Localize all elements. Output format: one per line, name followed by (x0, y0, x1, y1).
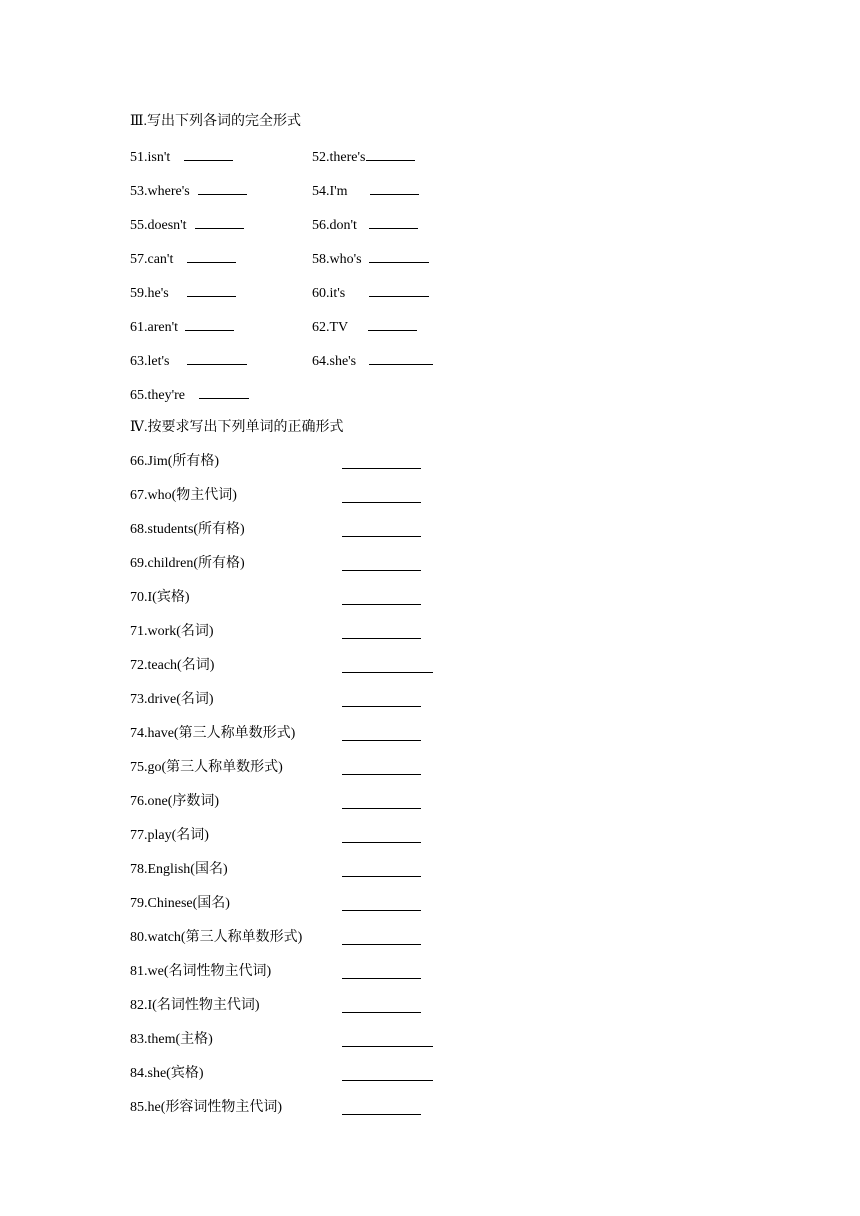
word-form-prompt: 73.drive(名词) (130, 692, 214, 707)
word-form-row (130, 1098, 750, 1132)
contraction-item (130, 350, 247, 372)
word-form-row (130, 452, 750, 486)
answer-blank[interactable] (187, 350, 247, 365)
section-3-heading: Ⅲ.写出下列各词的完全形式 (130, 114, 302, 129)
contraction-item (312, 316, 417, 338)
word-form-row (130, 826, 750, 860)
word-form-prompt: 70.I(宾格) (130, 590, 190, 605)
word-form-row (130, 792, 750, 826)
contraction-row (130, 214, 750, 248)
contraction-word: 54.I'm (312, 184, 348, 199)
word-form-prompt: 71.work(名词) (130, 624, 214, 639)
answer-blank[interactable] (369, 282, 429, 297)
contraction-word: 57.can't (130, 252, 174, 267)
word-form-prompt: 84.she(宾格) (130, 1066, 204, 1081)
answer-blank[interactable] (185, 316, 234, 331)
contraction-item (130, 384, 249, 406)
answer-blank[interactable] (370, 180, 419, 195)
word-form-row (130, 520, 750, 554)
word-form-row (130, 928, 750, 962)
answer-blank[interactable] (342, 556, 421, 571)
contraction-word: 61.aren't (130, 320, 179, 335)
word-form-row (130, 486, 750, 520)
word-form-row (130, 758, 750, 792)
word-form-row (130, 588, 750, 622)
answer-blank[interactable] (342, 454, 421, 469)
contraction-item (130, 214, 244, 236)
answer-blank[interactable] (187, 282, 236, 297)
answer-blank[interactable] (366, 146, 415, 161)
answer-blank[interactable] (342, 998, 421, 1013)
contraction-item (130, 180, 247, 202)
contraction-word: 60.it's (312, 286, 346, 301)
word-form-prompt: 82.I(名词性物主代词) (130, 998, 260, 1013)
word-form-prompt: 83.them(主格) (130, 1032, 213, 1047)
contraction-word: 63.let's (130, 354, 170, 369)
answer-blank[interactable] (198, 180, 247, 195)
contraction-item (312, 350, 433, 372)
word-form-prompt: 79.Chinese(国名) (130, 896, 230, 911)
word-form-prompt: 81.we(名词性物主代词) (130, 964, 272, 979)
answer-blank[interactable] (342, 488, 421, 503)
answer-blank[interactable] (199, 384, 249, 399)
word-form-prompt: 75.go(第三人称单数形式) (130, 760, 283, 775)
contraction-item (130, 146, 233, 168)
word-form-row (130, 962, 750, 996)
answer-blank[interactable] (342, 896, 421, 911)
answer-blank[interactable] (342, 522, 421, 537)
contraction-item (312, 180, 419, 202)
contraction-word: 65.they're (130, 388, 186, 403)
answer-blank[interactable] (342, 862, 421, 877)
contraction-row (130, 248, 750, 282)
answer-blank[interactable] (342, 692, 421, 707)
contraction-item (130, 248, 236, 270)
word-form-prompt: 72.teach(名词) (130, 658, 215, 673)
section-4-heading: Ⅳ.按要求写出下列单词的正确形式 (130, 420, 344, 435)
answer-blank[interactable] (342, 794, 421, 809)
answer-blank[interactable] (342, 964, 421, 979)
word-form-row (130, 724, 750, 758)
contraction-item (130, 316, 234, 338)
word-form-prompt: 77.play(名词) (130, 828, 209, 843)
contraction-item (312, 146, 415, 168)
contraction-item (312, 214, 418, 236)
answer-blank[interactable] (342, 658, 433, 673)
answer-blank[interactable] (195, 214, 244, 229)
contraction-row (130, 316, 750, 350)
word-form-row (130, 996, 750, 1030)
contraction-row (130, 384, 750, 418)
answer-blank[interactable] (369, 214, 418, 229)
word-form-prompt: 67.who(物主代词) (130, 488, 237, 503)
word-form-prompt: 66.Jim(所有格) (130, 454, 220, 469)
answer-blank[interactable] (369, 248, 429, 263)
contraction-word: 53.where's (130, 184, 190, 199)
word-form-row (130, 1064, 750, 1098)
answer-blank[interactable] (342, 828, 421, 843)
answer-blank[interactable] (342, 726, 421, 741)
contraction-word: 55.doesn't (130, 218, 187, 233)
word-form-row (130, 1030, 750, 1064)
contraction-word: 58.who's (312, 252, 362, 267)
word-form-prompt: 78.English(国名) (130, 862, 228, 877)
contraction-word: 62.TV (312, 320, 349, 335)
contraction-word: 52.there's (312, 150, 366, 165)
word-form-prompt: 85.he(形容词性物主代词) (130, 1100, 283, 1115)
word-form-prompt: 80.watch(第三人称单数形式) (130, 930, 303, 945)
contraction-word: 64.she's (312, 354, 357, 369)
answer-blank[interactable] (369, 350, 433, 365)
contraction-word: 56.don't (312, 218, 357, 233)
answer-blank[interactable] (184, 146, 233, 161)
word-form-prompt: 76.one(序数词) (130, 794, 220, 809)
word-form-row (130, 690, 750, 724)
answer-blank[interactable] (342, 760, 421, 775)
word-form-prompt: 74.have(第三人称单数形式) (130, 726, 296, 741)
contraction-row (130, 146, 750, 180)
answer-blank[interactable] (187, 248, 236, 263)
answer-blank[interactable] (342, 1066, 433, 1081)
contraction-item (312, 282, 429, 304)
contraction-item (130, 282, 236, 304)
answer-blank[interactable] (342, 1100, 421, 1115)
answer-blank[interactable] (342, 624, 421, 639)
word-form-row (130, 894, 750, 928)
contraction-row (130, 180, 750, 214)
word-form-prompt: 69.children(所有格) (130, 556, 245, 571)
contraction-row (130, 282, 750, 316)
word-form-row (130, 860, 750, 894)
answer-blank[interactable] (342, 590, 421, 605)
worksheet-content (130, 112, 750, 1132)
word-form-row (130, 622, 750, 656)
word-form-row (130, 656, 750, 690)
contraction-word: 51.isn't (130, 150, 171, 165)
answer-blank[interactable] (342, 1032, 433, 1047)
word-form-prompt: 68.students(所有格) (130, 522, 245, 537)
contraction-word: 59.he's (130, 286, 169, 301)
answer-blank[interactable] (368, 316, 417, 331)
word-form-row (130, 554, 750, 588)
contraction-item (312, 248, 429, 270)
answer-blank[interactable] (342, 930, 421, 945)
contraction-row (130, 350, 750, 384)
